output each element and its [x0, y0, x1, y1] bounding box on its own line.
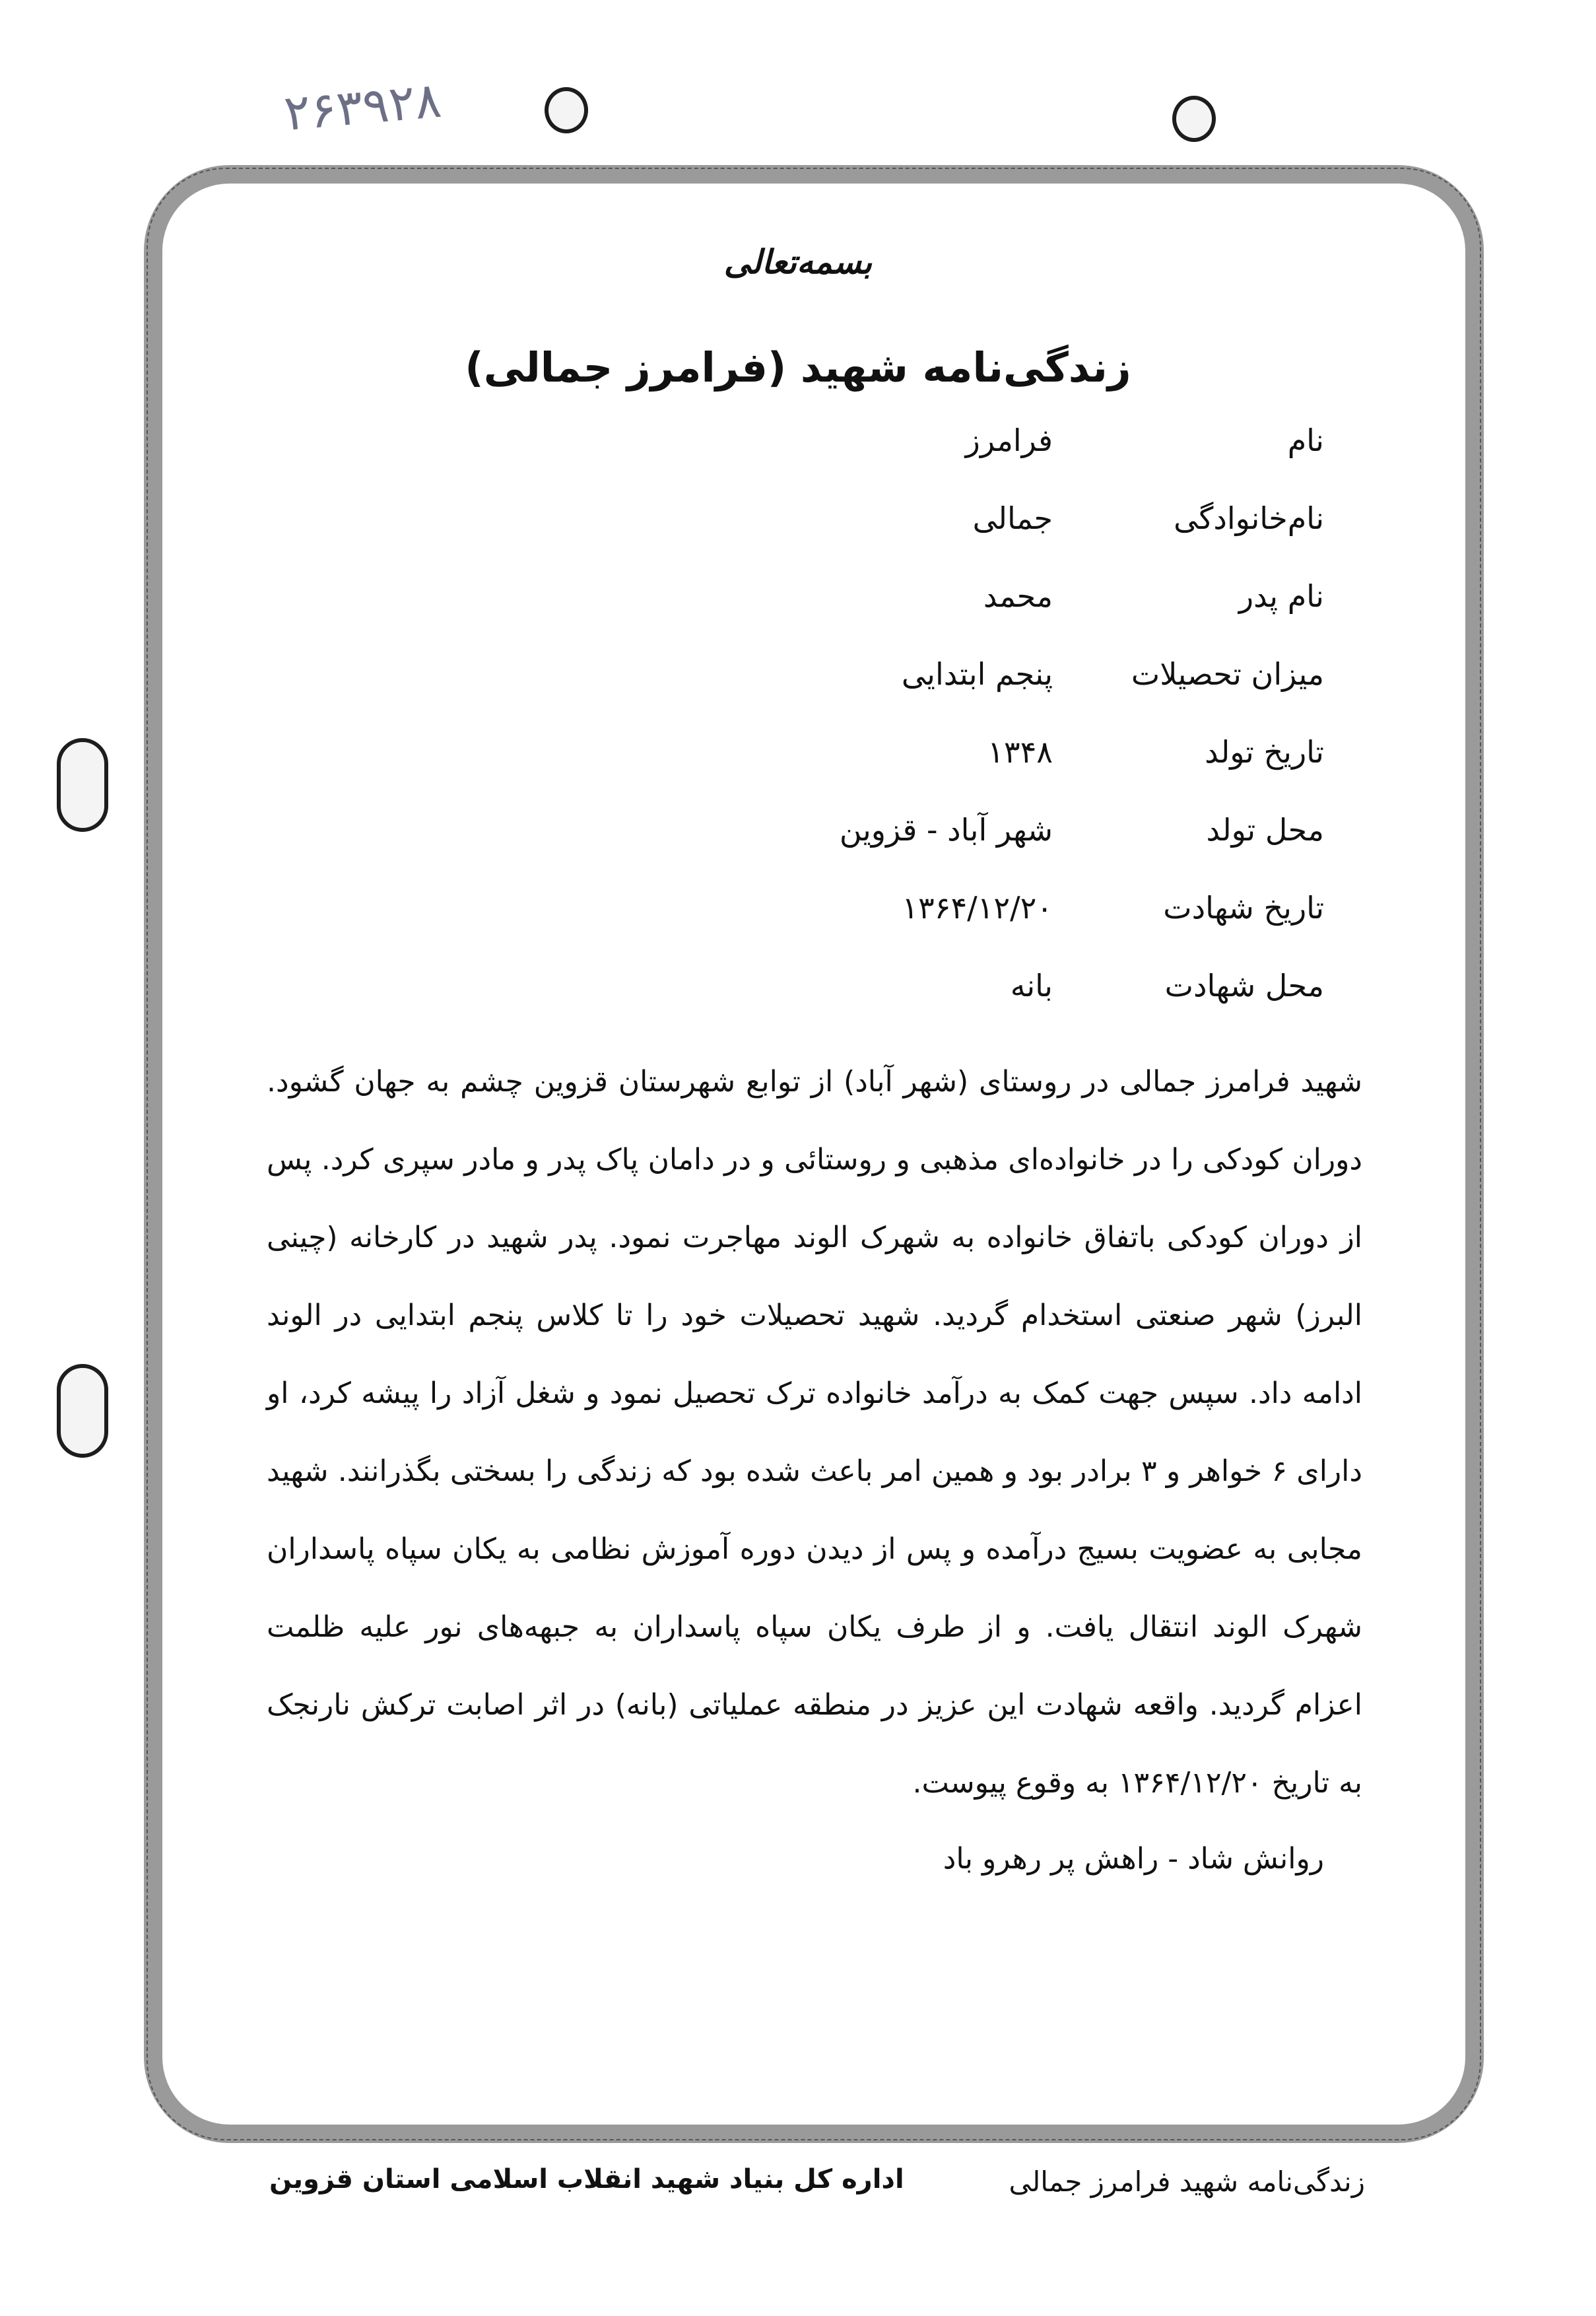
field-row-martyrdom-date — [0, 890, 1596, 949]
field-value: فرامرز — [965, 423, 1053, 458]
footer-document-title: زندگی‌نامه شهید فرامرز جمالی — [1009, 2165, 1365, 2198]
field-value: محمد — [983, 578, 1053, 614]
field-label: تاریخ شهادت — [1163, 890, 1324, 926]
field-value: ۱۳۶۴/۱۲/۲۰ — [902, 890, 1053, 926]
field-label: نام پدر — [1238, 578, 1324, 614]
field-label: نام‌خانوادگی — [1174, 500, 1324, 536]
field-label: نام — [1287, 423, 1324, 458]
field-label: تاریخ تولد — [1205, 734, 1324, 770]
page-title: زندگی‌نامه شهید (فرامرز جمالی) — [465, 343, 1131, 392]
footer-organization: اداره کل بنیاد شهید انقلاب اسلامی استان قزوین — [269, 2164, 904, 2195]
field-row-birth-place — [0, 812, 1596, 871]
field-row-name — [0, 423, 1596, 482]
field-row-martyrdom-place — [0, 968, 1596, 1027]
field-value: ۱۳۴۸ — [987, 734, 1053, 770]
field-row-father-name — [0, 578, 1596, 638]
field-value: بانه — [1010, 968, 1053, 1004]
closing-line: روانش شاد - راهش پر رهرو باد — [943, 1842, 1324, 1876]
field-value: پنجم ابتدایی — [901, 656, 1053, 692]
field-value: شهر آباد - قزوین — [839, 812, 1053, 848]
field-row-family-name — [0, 500, 1596, 560]
field-label: محل تولد — [1206, 812, 1324, 848]
handwritten-archive-number: ۲۶۳۹۲۸ — [281, 71, 444, 143]
field-label: محل شهادت — [1164, 968, 1324, 1004]
field-row-education — [0, 656, 1596, 716]
bismillah-heading: بسمه‌تعالی — [723, 243, 873, 281]
field-row-birth-date — [0, 734, 1596, 794]
field-value: جمالی — [972, 500, 1053, 536]
field-label: میزان تحصیلات — [1131, 656, 1324, 692]
biography-paragraph: شهید فرامرز جمالی در روستای (شهر آباد) از توابع شهرستان قزوین چشم به جهان گشود. دوران کودکی را در خانواده‌ای مذهبی و روستائی و در دامان پاک پدر و مادر سپری کرد. پس از دوران کودکی باتفاق خانواده به شهرک الوند مهاجرت نمود. پدر شهید در کارخانه (چینی البرز) شهر صنعتی استخدام گردید. شهید تحصیلات خود را تا کلاس پنجم ابتدایی در الوند ادامه داد. سپس جهت کمک به درآمد خانواده ترک تحصیل نمود و شغل آزاد را پیشه کرد، او دارای ۶ خواهر و ۳ برادر بود و همین امر باعث شده بود که زندگی را بسختی بگذرانند. شهید مجابی به عضویت بسیج درآمده و پس از دیدن دوره آموزش نظامی به یکان سپاه پاسداران شهرک الوند انتقال یافت. و از طرف یکان سپاه پاسداران به جبهه‌های نور علیه ظلمت اعزام گردید. واقعه شهادت این عزیز در منطقه عملیاتی (بانه) در اثر اصابت ترکش نارنجک به تاریخ ۱۳۶۴/۱۲/۲۰ به وقوع پیوست. — [267, 1065, 1363, 1800]
